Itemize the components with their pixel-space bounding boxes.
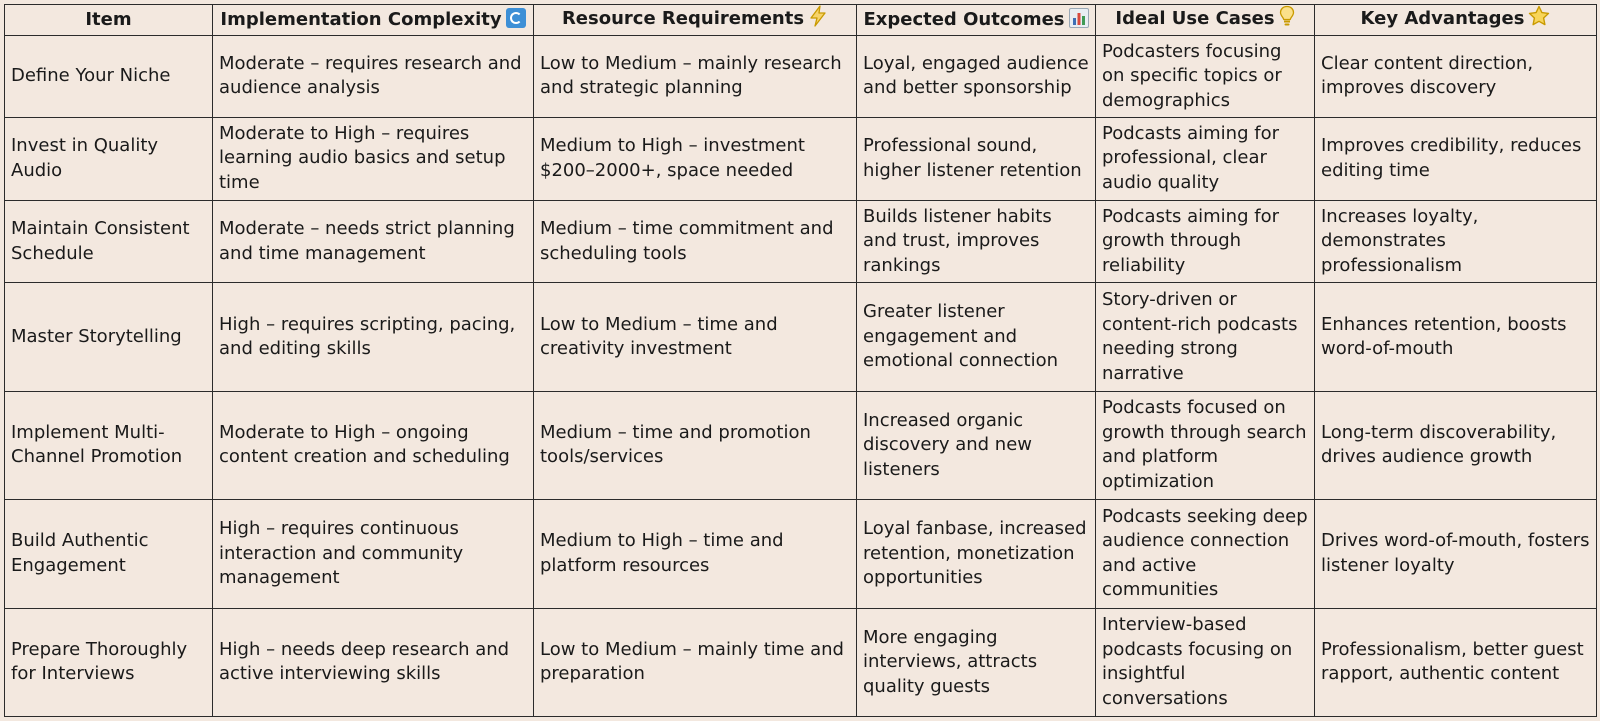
cell-use-cases: Story-driven or content-rich podcasts needing strong narrative xyxy=(1096,283,1315,391)
cell-item: Invest in Quality Audio xyxy=(5,117,213,200)
cell-complexity: High – needs deep research and active interviewing skills xyxy=(213,608,534,716)
header-use-cases xyxy=(1096,5,1315,36)
cell-resources: Medium – time and promotion tools/services xyxy=(534,391,857,499)
cell-complexity: Moderate – needs strict planning and time management xyxy=(213,200,534,283)
cell-item: Maintain Consistent Schedule xyxy=(5,200,213,283)
cell-resources: Low to Medium – mainly research and strategic planning xyxy=(534,36,857,118)
table-row xyxy=(5,117,1597,200)
cell-use-cases: Podcasts aiming for professional, clear audio quality xyxy=(1096,117,1315,200)
cell-resources: Medium – time commitment and scheduling tools xyxy=(534,200,857,283)
cell-resources: Medium to High – time and platform resources xyxy=(534,500,857,608)
cell-use-cases: Podcasts aiming for growth through reliability xyxy=(1096,200,1315,283)
cell-outcomes: Professional sound, higher listener retention xyxy=(857,117,1096,200)
lightbulb-icon xyxy=(1279,5,1295,35)
bar-chart-icon xyxy=(1069,8,1089,28)
cell-resources: Low to Medium – mainly time and preparation xyxy=(534,608,857,716)
header-complexity xyxy=(213,5,534,36)
cell-outcomes: Greater listener engagement and emotional connection xyxy=(857,283,1096,391)
cell-item: Prepare Thoroughly for Interviews xyxy=(5,608,213,716)
cell-item: Implement Multi-Channel Promotion xyxy=(5,391,213,499)
cell-complexity: Moderate to High – requires learning audio basics and setup time xyxy=(213,117,534,200)
header-use-cases-label: Ideal Use Cases xyxy=(1115,8,1275,30)
cell-advantages: Drives word-of-mouth, fosters listener loyalty xyxy=(1315,500,1597,608)
cell-use-cases: Interview-based podcasts focusing on insightful conversations xyxy=(1096,608,1315,716)
comparison-table xyxy=(4,4,1597,717)
cell-use-cases: Podcasts seeking deep audience connection and active communities xyxy=(1096,500,1315,608)
table-row xyxy=(5,500,1597,608)
header-outcomes xyxy=(857,5,1096,36)
cell-complexity: High – requires scripting, pacing, and editing skills xyxy=(213,283,534,391)
cell-advantages: Enhances retention, boosts word-of-mouth xyxy=(1315,283,1597,391)
cell-outcomes: Increased organic discovery and new listeners xyxy=(857,391,1096,499)
cell-complexity: Moderate – requires research and audience analysis xyxy=(213,36,534,118)
cell-complexity: High – requires continuous interaction and community management xyxy=(213,500,534,608)
header-resources xyxy=(534,5,857,36)
cell-item: Build Authentic Engagement xyxy=(5,500,213,608)
cell-advantages: Long-term discoverability, drives audience growth xyxy=(1315,391,1597,499)
header-advantages xyxy=(1315,5,1597,36)
header-item xyxy=(5,5,213,36)
header-row xyxy=(5,5,1597,36)
cell-advantages: Professionalism, better guest rapport, authentic content xyxy=(1315,608,1597,716)
star-icon xyxy=(1528,5,1550,35)
header-advantages-label: Key Advantages xyxy=(1360,8,1525,30)
cell-resources: Low to Medium – time and creativity investment xyxy=(534,283,857,391)
cell-use-cases: Podcasters focusing on specific topics or demographics xyxy=(1096,36,1315,118)
cell-outcomes: Builds listener habits and trust, improves rankings xyxy=(857,200,1096,283)
header-complexity-label: Implementation Complexity xyxy=(220,8,502,30)
header-outcomes-label: Expected Outcomes xyxy=(863,8,1065,30)
cell-outcomes: Loyal fanbase, increased retention, monetization opportunities xyxy=(857,500,1096,608)
cell-outcomes: More engaging interviews, attracts quality guests xyxy=(857,608,1096,716)
table-row xyxy=(5,608,1597,716)
table-row xyxy=(5,391,1597,499)
refresh-icon xyxy=(506,8,526,28)
cell-item: Master Storytelling xyxy=(5,283,213,391)
comparison-table-container xyxy=(4,4,1596,717)
cell-use-cases: Podcasts focused on growth through search and platform optimization xyxy=(1096,391,1315,499)
cell-complexity: Moderate to High – ongoing content creation and scheduling xyxy=(213,391,534,499)
table-row xyxy=(5,36,1597,118)
cell-advantages: Improves credibility, reduces editing time xyxy=(1315,117,1597,200)
header-resources-label: Resource Requirements xyxy=(561,8,805,30)
table-row xyxy=(5,283,1597,391)
table-row xyxy=(5,200,1597,283)
header-item-label: Item xyxy=(85,8,132,30)
cell-outcomes: Loyal, engaged audience and better sponsorship xyxy=(857,36,1096,118)
cell-advantages: Clear content direction, improves discovery xyxy=(1315,36,1597,118)
cell-advantages: Increases loyalty, demonstrates professionalism xyxy=(1315,200,1597,283)
lightning-icon xyxy=(808,5,828,35)
cell-item: Define Your Niche xyxy=(5,36,213,118)
cell-resources: Medium to High – investment $200–2000+, space needed xyxy=(534,117,857,200)
